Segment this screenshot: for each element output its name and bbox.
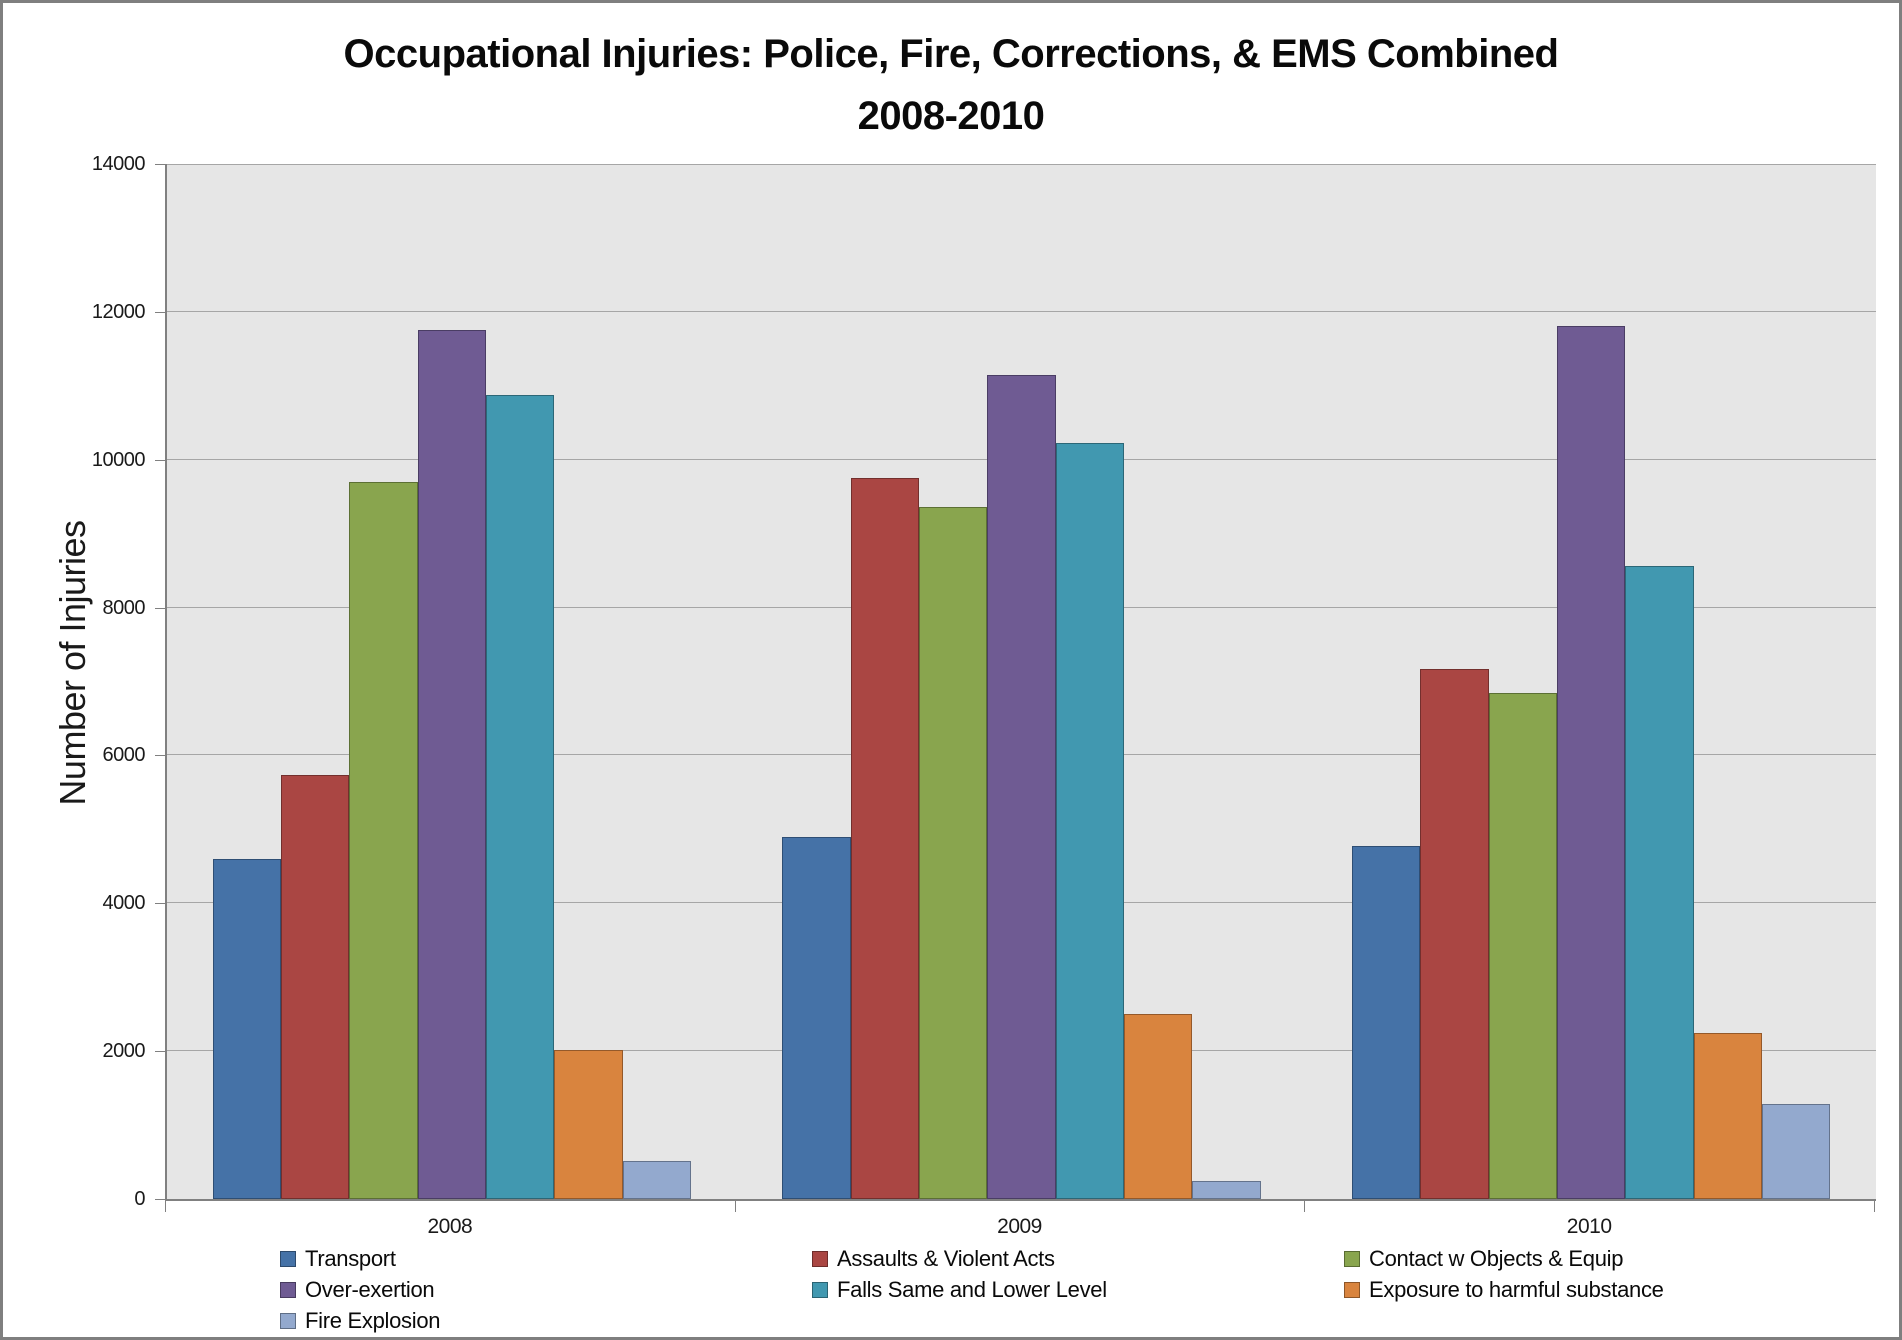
- y-tick-label-12000: 12000: [91, 300, 145, 323]
- bar-transport-2009: [782, 837, 850, 1199]
- y-tick-label-0: 0: [134, 1188, 145, 1210]
- legend-label: Exposure to harmful substance: [1369, 1277, 1664, 1302]
- bar-fire-explosion-2010: [1762, 1104, 1830, 1199]
- y-axis-tick: [155, 608, 165, 609]
- legend-label: Contact w Objects & Equip: [1369, 1246, 1624, 1271]
- x-tick-label-2008: 2008: [427, 1215, 473, 1238]
- bar-falls-same-and-lower-level-2010: [1625, 566, 1693, 1199]
- y-tick-label-8000: 8000: [102, 596, 145, 619]
- bar-contact-w-objects-equip-2008: [349, 482, 417, 1199]
- bar-contact-w-objects-equip-2010: [1489, 693, 1557, 1199]
- x-tick-label-2010: 2010: [1566, 1215, 1612, 1238]
- legend-label: Over-exertion: [305, 1277, 435, 1302]
- legend-swatch-icon: [280, 1282, 296, 1298]
- y-axis-tick: [155, 1199, 165, 1200]
- bar-fire-explosion-2008: [623, 1161, 691, 1199]
- legend-swatch-icon: [1344, 1251, 1360, 1267]
- y-axis-tick: [155, 164, 165, 165]
- y-axis-tick: [155, 755, 165, 756]
- bar-contact-w-objects-equip-2009: [919, 507, 987, 1199]
- legend-item-contact-w-objects-equip: [1344, 1247, 1623, 1271]
- legend-item-falls-same-and-lower-level: [812, 1278, 1107, 1302]
- legend-swatch-icon: [280, 1251, 296, 1267]
- legend-item-over-exertion: [280, 1278, 434, 1302]
- bar-assaults-violent-acts-2010: [1420, 669, 1488, 1199]
- y-axis-tick: [155, 903, 165, 904]
- bar-falls-same-and-lower-level-2009: [1056, 443, 1124, 1199]
- chart-title: [3, 23, 1899, 147]
- x-axis-tick: [1304, 1199, 1305, 1212]
- y-axis-tick: [155, 312, 165, 313]
- legend-item-fire-explosion: [280, 1309, 440, 1333]
- x-axis-tick: [165, 1199, 166, 1212]
- y-tick-label-14000: 14000: [91, 153, 145, 175]
- y-axis-tick: [155, 1051, 165, 1052]
- legend-swatch-icon: [812, 1282, 828, 1298]
- bar-over-exertion-2010: [1557, 326, 1625, 1199]
- legend-item-assaults-violent-acts: [812, 1247, 1055, 1271]
- bar-transport-2008: [213, 859, 281, 1199]
- y-axis-tick: [155, 460, 165, 461]
- y-axis-title: Number of Injuries: [52, 520, 93, 806]
- bar-over-exertion-2009: [987, 375, 1055, 1199]
- x-tick-label-2009: 2009: [997, 1215, 1042, 1238]
- bar-assaults-violent-acts-2009: [851, 478, 919, 1199]
- gridline-12000: [167, 311, 1876, 312]
- legend-label: Fire Explosion: [305, 1308, 441, 1333]
- bar-assaults-violent-acts-2008: [281, 775, 349, 1199]
- y-tick-label-2000: 2000: [102, 1040, 145, 1063]
- y-tick-label-4000: 4000: [102, 892, 145, 915]
- legend-swatch-icon: [812, 1251, 828, 1267]
- legend-swatch-icon: [280, 1313, 296, 1329]
- bar-exposure-to-harmful-substance-2010: [1694, 1033, 1762, 1199]
- bar-over-exertion-2008: [418, 330, 486, 1199]
- gridline-14000: [167, 164, 1876, 165]
- bar-transport-2010: [1352, 846, 1420, 1199]
- chart-title-line-1: Occupational Injuries: Police, Fire, Corrections, & EMS Combined: [343, 32, 1559, 76]
- y-tick-label-6000: 6000: [102, 744, 145, 767]
- legend-label: Transport: [305, 1246, 396, 1271]
- bar-exposure-to-harmful-substance-2008: [554, 1050, 622, 1199]
- legend-swatch-icon: [1344, 1282, 1360, 1298]
- legend-item-exposure-to-harmful-substance: [1344, 1278, 1664, 1302]
- plot-area: [165, 164, 1876, 1201]
- bar-exposure-to-harmful-substance-2009: [1124, 1014, 1192, 1199]
- legend-item-transport: [280, 1247, 396, 1271]
- x-axis-tick: [1874, 1199, 1875, 1212]
- bar-fire-explosion-2009: [1192, 1181, 1260, 1199]
- chart-title-line-2: 2008-2010: [857, 94, 1045, 138]
- legend-label: Assaults & Violent Acts: [837, 1246, 1055, 1271]
- bar-falls-same-and-lower-level-2008: [486, 395, 554, 1199]
- legend-label: Falls Same and Lower Level: [837, 1277, 1107, 1302]
- y-tick-label-10000: 10000: [91, 448, 145, 471]
- x-axis-tick: [735, 1199, 736, 1212]
